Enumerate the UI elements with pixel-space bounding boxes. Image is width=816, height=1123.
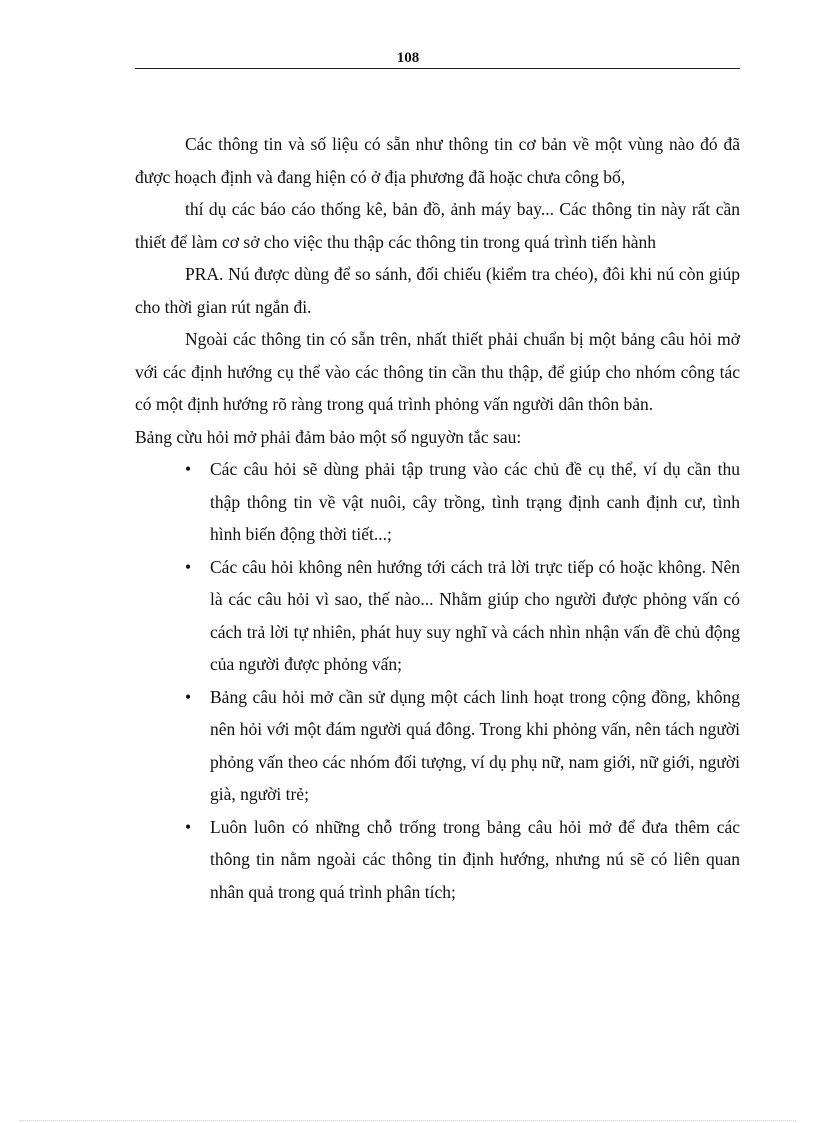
- document-body: [135, 128, 740, 908]
- list-item: [135, 681, 740, 811]
- paragraph-principles-intro: Bảng cừu hỏi mở phải đảm bảo một số nguyờn tắc sau:: [135, 426, 522, 447]
- list-item-text: Các câu hỏi sẽ dùng phải tập trung vào các chủ đề cụ thể, ví dụ cần thu thập thông tin về vật nuôi, cây trồng, tình trạng định canh định cư, tình hình biến động thời tiết...;: [210, 459, 740, 544]
- page-number: 108: [396, 50, 420, 66]
- paragraph-existing-info: Các thông tin và số liệu có sẵn như thông tin cơ bản về một vùng nào đó đã được hoạch định và đang hiện có ở địa phương đã hoặc chưa công bố,: [135, 134, 740, 187]
- list-item-text: Luôn luôn có những chỗ trống trong bảng câu hỏi mở để đưa thêm các thông tin nằm ngoài các thông tin định hướng, nhưng nú sẽ có liên quan nhân quả trong quá trình phân tích;: [210, 816, 740, 902]
- paragraph-pra-usage: PRA. Nú được dùng để so sánh, đối chiếu (kiểm tra chéo), đôi khi nú còn giúp cho thời gian rút ngắn đi.: [135, 264, 740, 317]
- bullet-icon: •: [185, 816, 192, 837]
- principles-list: [135, 453, 740, 908]
- list-item: [135, 811, 740, 909]
- bullet-icon: •: [185, 459, 192, 479]
- list-item-text: Bảng câu hỏi mở cần sử dụng một cách linh hoạt trong cộng đồng, không nên hỏi với một đám người quá đông. Trong khi phỏng vấn, nên tách người phỏng vấn theo các nhóm đối tượng, ví dụ phụ nữ, nam giới, nữ giới, người già, người trẻ;: [210, 686, 740, 804]
- header-rule: [135, 68, 740, 69]
- list-item-text: Các câu hỏi không nên hướng tới cách trả lời trực tiếp có hoặc không. Nên là các câu hỏi vì sao, thế nào... Nhằm giúp cho người được phỏng vấn có cách trả lời tự nhiên, phát huy suy nghĩ và cách nhìn nhận vấn đề chủ động của người được phỏng vấn;: [210, 556, 740, 674]
- bullet-icon: •: [185, 686, 192, 707]
- list-item: [135, 453, 740, 551]
- paragraph-open-questionnaire: Ngoài các thông tin có sẵn trên, nhất thiết phải chuẩn bị một bảng câu hỏi mở với các định hướng cụ thể vào các thông tin cần thu thập, để giúp cho nhóm công tác có một định hướng rõ ràng trong quá trình phỏng vấn người dân thôn bản.: [135, 329, 740, 414]
- page-bottom-rule: [20, 1120, 796, 1121]
- bullet-icon: •: [185, 556, 192, 577]
- paragraph-examples: thí dụ các báo cáo thống kê, bản đồ, ảnh máy bay... Các thông tin này rất cần thiết để làm cơ sở cho việc thu thập các thông tin trong quá trình tiến hành: [135, 199, 740, 252]
- list-item: [135, 551, 740, 681]
